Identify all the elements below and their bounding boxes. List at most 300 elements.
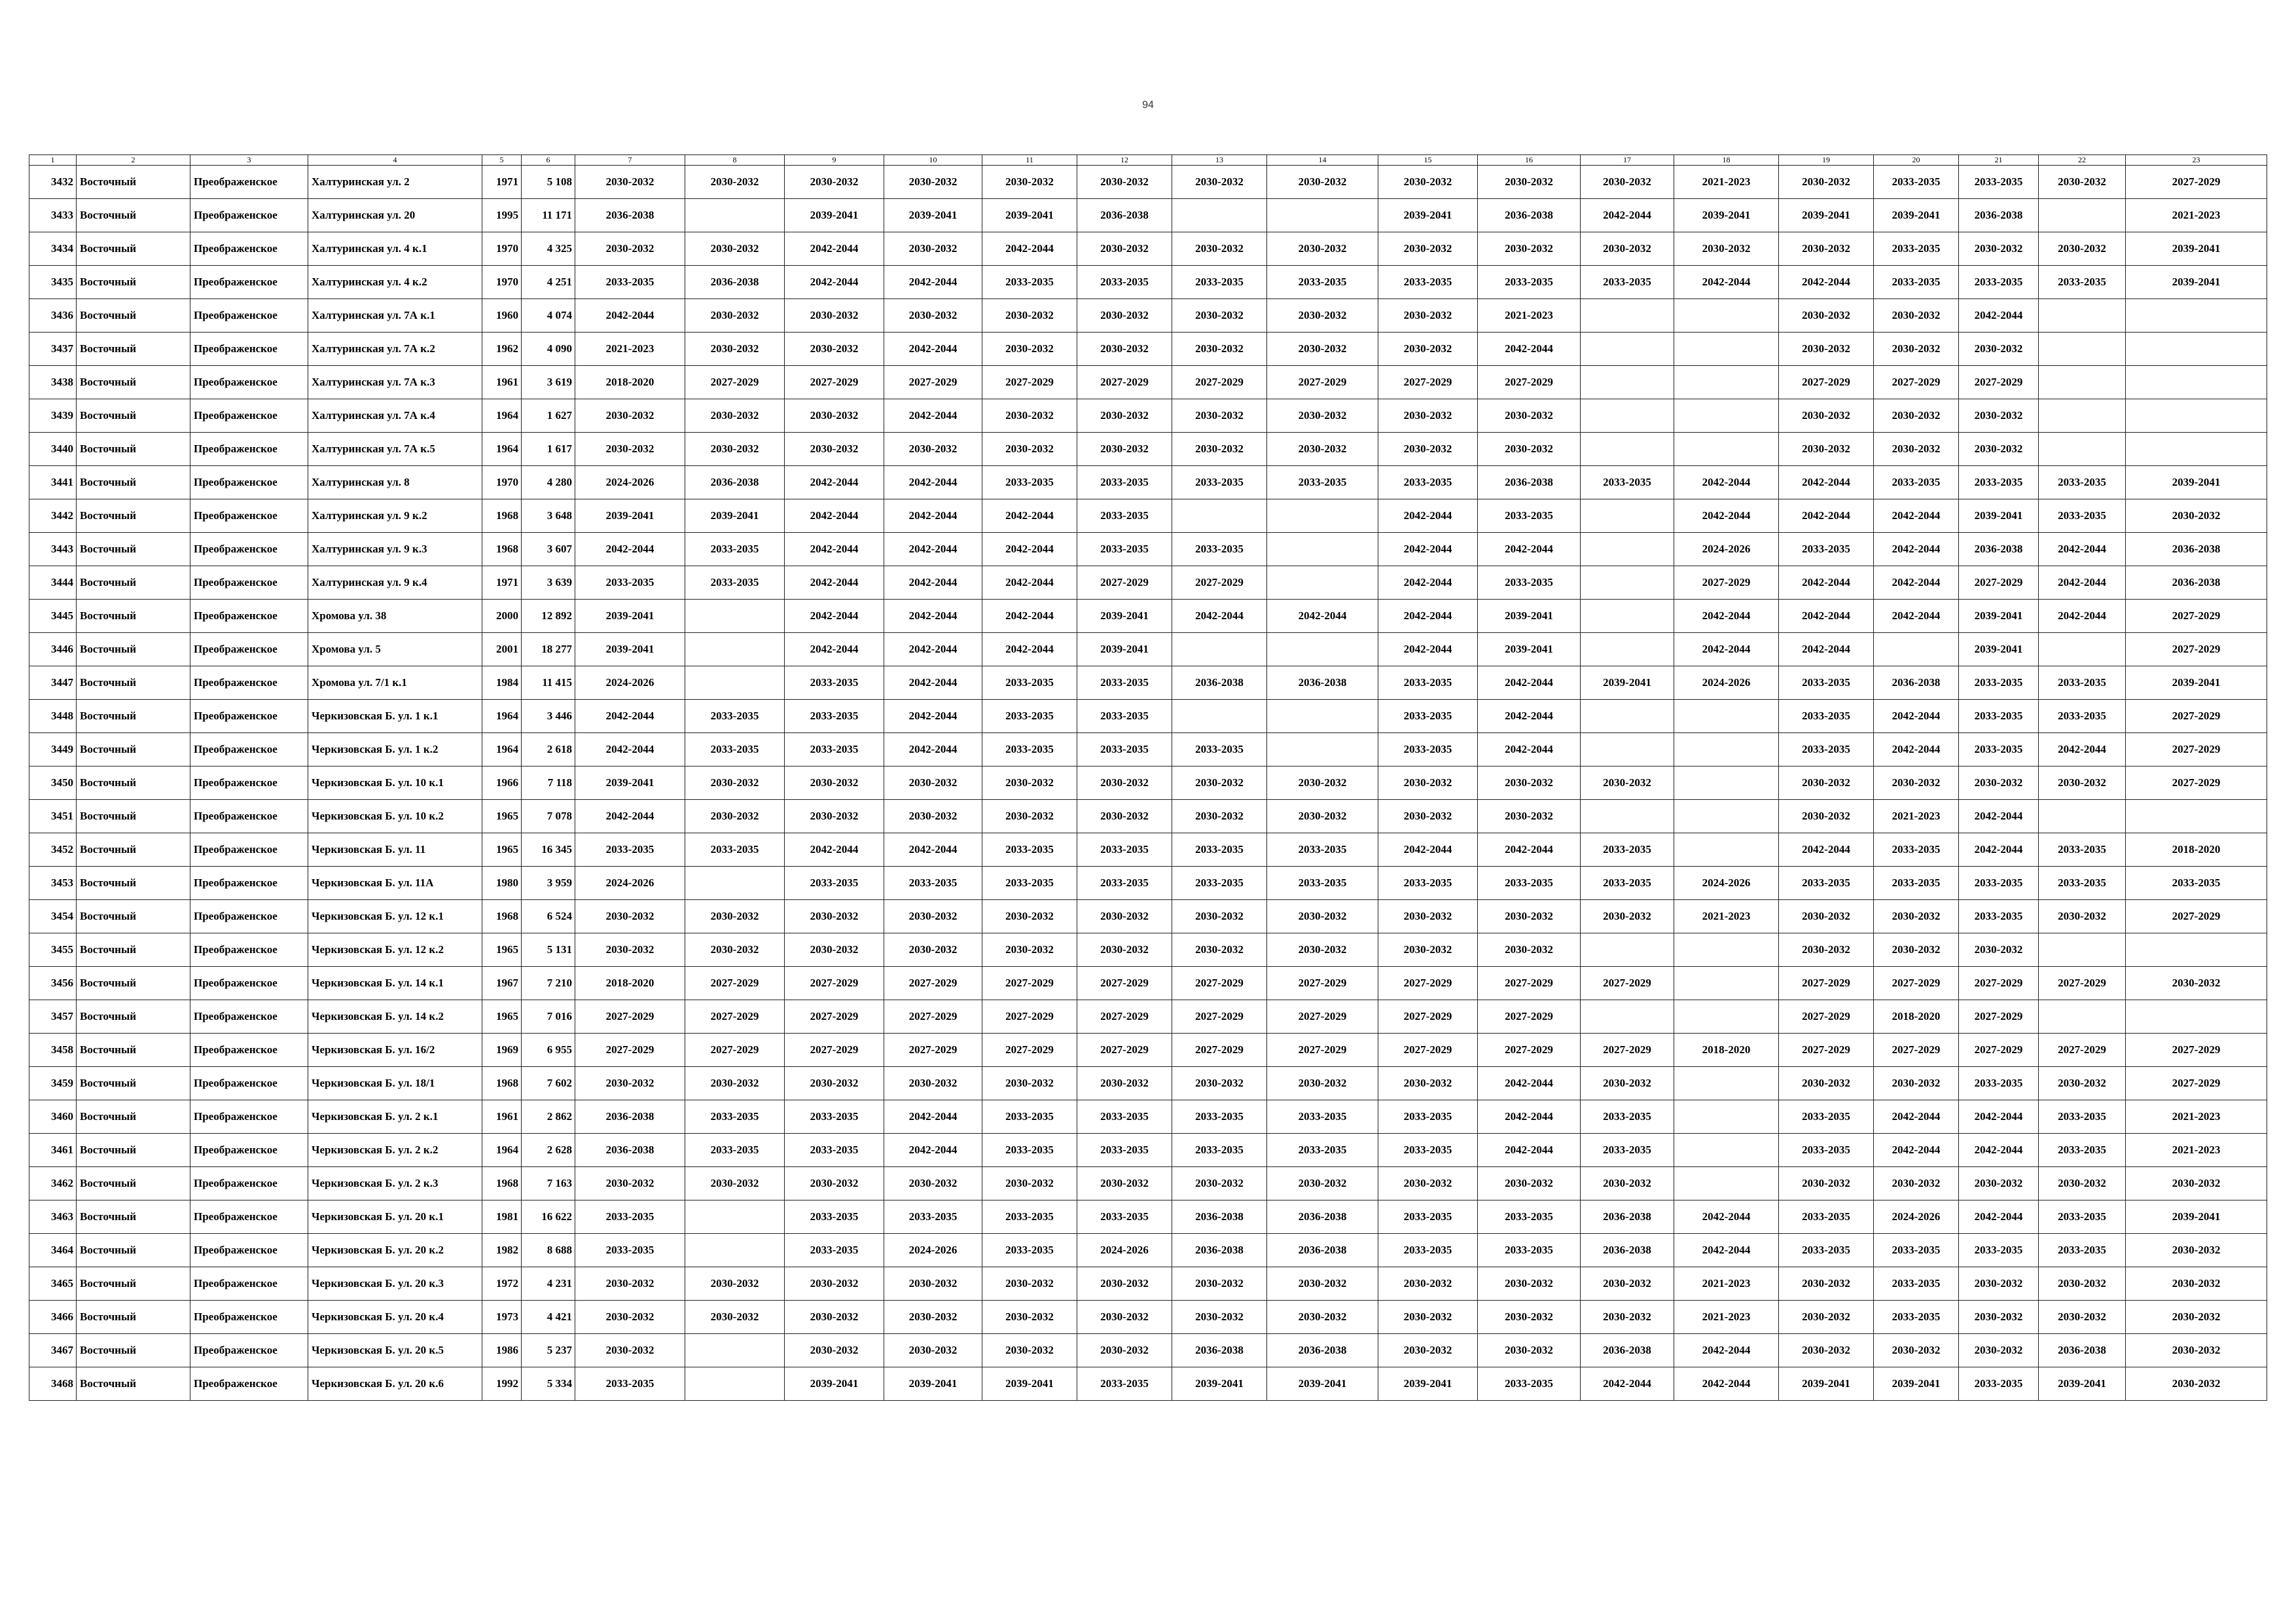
table-cell: 2042-2044 [1779,499,1874,533]
table-cell: 2030-2032 [1267,433,1378,466]
table-cell: 1968 [482,499,522,533]
table-cell: 2027-2029 [884,366,982,399]
table-cell: 2033-2035 [1959,733,2039,767]
table-cell: 2033-2035 [785,1134,884,1167]
table-cell: 2030-2032 [2126,1234,2267,1267]
column-number-cell: 16 [1478,155,1581,166]
table-cell: 1964 [482,733,522,767]
table-cell: 2033-2035 [1874,833,1959,867]
table-cell: 2033-2035 [2039,867,2126,900]
table-body [29,166,2267,1401]
table-cell: Восточный [77,333,190,366]
table-cell: 2027-2029 [575,1034,685,1067]
table-cell: 1965 [482,833,522,867]
table-cell: 2030-2032 [2126,1301,2267,1334]
table-cell: 2033-2035 [1874,466,1959,499]
table-cell: 2033-2035 [1478,1367,1581,1401]
table-cell: 2027-2029 [982,1034,1077,1067]
table-cell: 2030-2032 [1478,767,1581,800]
table-cell: 1973 [482,1301,522,1334]
column-number-cell: 7 [575,155,685,166]
table-cell: 2042-2044 [2039,566,2126,600]
table-cell: 1971 [482,566,522,600]
table-cell: 2030-2032 [1077,1267,1172,1301]
table-cell: Хромова ул. 7/1 к.1 [308,666,482,700]
table-cell: 7 602 [522,1067,575,1100]
table-cell: 2027-2029 [685,967,785,1000]
table-cell: 2027-2029 [2126,166,2267,199]
table-cell: 2036-2038 [575,1134,685,1167]
table-cell: 2042-2044 [785,232,884,266]
table-cell [685,1234,785,1267]
table-cell: 1961 [482,366,522,399]
table-cell: 2033-2035 [1874,1234,1959,1267]
table-cell: 2033-2035 [1874,1301,1959,1334]
table-cell: 2030-2032 [982,933,1077,967]
table-cell: 3434 [29,232,77,266]
table-cell: 2030-2032 [1267,767,1378,800]
table-cell: 2033-2035 [785,1234,884,1267]
table-cell: 2027-2029 [1581,967,1674,1000]
table-cell: 3449 [29,733,77,767]
table-cell: 2033-2035 [1581,1100,1674,1134]
table-cell: 2033-2035 [1874,867,1959,900]
table-cell: 2 862 [522,1100,575,1134]
table-cell [2126,1000,2267,1034]
table-cell: 2030-2032 [685,333,785,366]
table-cell: 1 617 [522,433,575,466]
table-cell: 2033-2035 [685,733,785,767]
table-cell: 7 078 [522,800,575,833]
table-cell: 3447 [29,666,77,700]
table-cell: 7 118 [522,767,575,800]
table-cell: 2030-2032 [1874,433,1959,466]
table-cell: 2033-2035 [1267,867,1378,900]
table-cell: 2033-2035 [685,700,785,733]
table-cell: 2030-2032 [1172,1167,1267,1200]
table-cell: 2033-2035 [1959,700,2039,733]
table-cell: Черкизовская Б. ул. 14 к.2 [308,1000,482,1034]
table-cell: 2030-2032 [1378,399,1478,433]
table-cell: 2030-2032 [685,1301,785,1334]
table-cell: Преображенское [190,600,308,633]
table-cell: 2042-2044 [1874,1100,1959,1134]
table-cell: 2033-2035 [1267,833,1378,867]
table-cell: 2030-2032 [1478,900,1581,933]
table-cell: 12 892 [522,600,575,633]
table-cell: 2030-2032 [1959,333,2039,366]
table-cell: 2033-2035 [1378,1234,1478,1267]
table-cell: 2033-2035 [2039,1134,2126,1167]
table-cell: 2033-2035 [1378,1200,1478,1234]
table-cell: 2030-2032 [575,399,685,433]
table-cell: 2030-2032 [1378,299,1478,333]
table-cell: 2039-2041 [1779,199,1874,232]
table-row [29,833,2267,867]
table-cell: Преображенское [190,1034,308,1067]
table-cell [1874,633,1959,666]
table-cell [1172,499,1267,533]
table-cell: 2039-2041 [1378,199,1478,232]
table-row [29,633,2267,666]
table-cell: Черкизовская Б. ул. 10 к.2 [308,800,482,833]
table-cell: 2027-2029 [884,1000,982,1034]
table-row [29,1301,2267,1334]
table-cell: 2033-2035 [1959,1367,2039,1401]
table-cell: 2027-2029 [982,967,1077,1000]
table-cell: 2042-2044 [1674,633,1779,666]
table-cell: 2039-2041 [1959,499,2039,533]
table-cell [1581,533,1674,566]
table-cell: Черкизовская Б. ул. 2 к.1 [308,1100,482,1134]
table-cell [1267,733,1378,767]
table-cell [1581,366,1674,399]
table-cell [1674,299,1779,333]
table-cell: 2033-2035 [575,1367,685,1401]
table-cell [2039,1000,2126,1034]
table-row [29,1034,2267,1067]
column-number-cell: 5 [482,155,522,166]
table-cell: 2042-2044 [1959,1134,2039,1167]
table-cell: 3452 [29,833,77,867]
table-cell: 2033-2035 [2039,1100,2126,1134]
table-cell [2039,299,2126,333]
table-cell: 3453 [29,867,77,900]
table-cell: 2027-2029 [982,1000,1077,1034]
table-cell: 2039-2041 [785,1367,884,1401]
table-cell: Преображенское [190,833,308,867]
table-cell: 2033-2035 [1172,533,1267,566]
table-cell: 2027-2029 [2039,967,2126,1000]
table-cell: 2030-2032 [1674,232,1779,266]
table-cell: 2027-2029 [1378,1034,1478,1067]
table-cell: 2036-2038 [685,266,785,299]
table-cell: 2030-2032 [1779,1267,1874,1301]
table-cell: 2030-2032 [1779,1167,1874,1200]
table-cell: 2039-2041 [1674,199,1779,232]
table-cell: 2042-2044 [982,533,1077,566]
table-cell: 2033-2035 [1779,867,1874,900]
table-cell: Преображенское [190,1067,308,1100]
table-cell: Восточный [77,700,190,733]
table-cell: 7 210 [522,967,575,1000]
table-cell: 2027-2029 [2126,700,2267,733]
table-cell: Восточный [77,833,190,867]
table-cell: 2027-2029 [1172,967,1267,1000]
table-cell: 2018-2020 [1874,1000,1959,1034]
table-cell: 2039-2041 [785,199,884,232]
table-cell: 3455 [29,933,77,967]
table-cell: 2030-2032 [1077,933,1172,967]
table-cell: 2033-2035 [1378,466,1478,499]
table-cell: 2033-2035 [1172,266,1267,299]
table-cell: 2021-2023 [1674,1301,1779,1334]
table-cell: Черкизовская Б. ул. 1 к.1 [308,700,482,733]
table-cell: Восточный [77,433,190,466]
table-cell: 2042-2044 [1779,600,1874,633]
table-cell [685,600,785,633]
table-cell: Черкизовская Б. ул. 16/2 [308,1034,482,1067]
table-cell: 16 345 [522,833,575,867]
table-cell: 4 421 [522,1301,575,1334]
table-cell [1674,933,1779,967]
table-cell: 2042-2044 [884,499,982,533]
table-cell: 2030-2032 [1077,1334,1172,1367]
table-cell: 2039-2041 [2126,232,2267,266]
table-cell: 2030-2032 [575,166,685,199]
table-cell: 1965 [482,1000,522,1034]
table-cell: 2024-2026 [1874,1200,1959,1234]
table-cell: 2030-2032 [1478,433,1581,466]
table-cell: 2042-2044 [785,466,884,499]
table-row [29,166,2267,199]
column-number-cell: 21 [1959,155,2039,166]
table-cell: 2042-2044 [1674,499,1779,533]
table-cell [2039,933,2126,967]
table-cell: 2027-2029 [1959,366,2039,399]
table-cell: 3440 [29,433,77,466]
table-cell: 2033-2035 [1077,833,1172,867]
table-cell: 2030-2032 [785,900,884,933]
table-cell: 2030-2032 [982,1301,1077,1334]
table-cell: 2033-2035 [982,266,1077,299]
table-cell: 3436 [29,299,77,333]
table-cell: 2018-2020 [575,967,685,1000]
table-cell: 2030-2032 [1267,299,1378,333]
table-cell: 2027-2029 [1478,1000,1581,1034]
table-cell: 2030-2032 [1779,232,1874,266]
table-cell: Халтуринская ул. 9 к.3 [308,533,482,566]
table-cell: 2030-2032 [1077,1067,1172,1100]
table-row [29,700,2267,733]
table-cell: 2018-2020 [1674,1034,1779,1067]
table-cell: Черкизовская Б. ул. 11А [308,867,482,900]
table-cell: 2030-2032 [575,232,685,266]
table-cell: 3444 [29,566,77,600]
table-cell: Черкизовская Б. ул. 20 к.3 [308,1267,482,1301]
table-cell: 2042-2044 [785,499,884,533]
table-cell: 2042-2044 [2039,733,2126,767]
table-cell: 2039-2041 [2126,1200,2267,1234]
table-row [29,1134,2267,1167]
table-cell: 2030-2032 [785,166,884,199]
table-cell: 2033-2035 [1378,733,1478,767]
table-cell: Восточный [77,967,190,1000]
table-cell: 2033-2035 [1874,166,1959,199]
table-cell: 2033-2035 [1478,266,1581,299]
table-cell: 2030-2032 [1959,399,2039,433]
table-cell: 2039-2041 [2126,466,2267,499]
table-cell: 2027-2029 [1874,1034,1959,1067]
table-cell: 2027-2029 [2126,1067,2267,1100]
table-cell: 2001 [482,633,522,666]
table-cell: Черкизовская Б. ул. 20 к.1 [308,1200,482,1234]
table-cell: 2030-2032 [1172,166,1267,199]
table-cell: 3448 [29,700,77,733]
table-cell: Восточный [77,366,190,399]
table-cell: 2033-2035 [575,833,685,867]
table-cell: 1 627 [522,399,575,433]
table-cell: 3456 [29,967,77,1000]
table-cell: 2030-2032 [575,1334,685,1367]
column-number-cell: 2 [77,155,190,166]
table-cell: 2042-2044 [884,633,982,666]
table-cell: 2030-2032 [1267,1301,1378,1334]
table-cell: 1960 [482,299,522,333]
table-cell: 2030-2032 [685,900,785,933]
table-cell: 2030-2032 [1077,433,1172,466]
table-cell: 2042-2044 [884,666,982,700]
table-cell: 2036-2038 [1267,666,1378,700]
table-cell: 2033-2035 [1172,1100,1267,1134]
table-cell: 2030-2032 [2126,1267,2267,1301]
table-cell: 2030-2032 [2126,1334,2267,1367]
table-cell: 2033-2035 [1779,666,1874,700]
table-cell: 1968 [482,533,522,566]
table-cell: 2033-2035 [575,1234,685,1267]
table-cell: 2030-2032 [884,299,982,333]
table-cell: 2033-2035 [1478,566,1581,600]
table-cell: Преображенское [190,499,308,533]
table-cell: 2030-2032 [1267,900,1378,933]
table-cell: 2042-2044 [785,266,884,299]
column-number-cell: 19 [1779,155,1874,166]
table-row [29,499,2267,533]
table-cell: 2033-2035 [982,867,1077,900]
table-cell: 2033-2035 [982,1134,1077,1167]
table-cell: 2033-2035 [1959,900,2039,933]
table-cell: 2021-2023 [2126,1100,2267,1134]
table-cell: 2033-2035 [1779,533,1874,566]
table-cell: 2030-2032 [575,433,685,466]
table-cell: 2042-2044 [1674,600,1779,633]
table-cell [1267,199,1378,232]
table-cell: Преображенское [190,633,308,666]
table-cell: 2030-2032 [884,1167,982,1200]
table-cell: Восточный [77,1134,190,1167]
table-cell: 2027-2029 [785,366,884,399]
table-cell: 2030-2032 [685,800,785,833]
table-cell: 3457 [29,1000,77,1034]
table-row [29,1167,2267,1200]
table-cell: 2030-2032 [1581,166,1674,199]
table-cell: 2030-2032 [1779,1067,1874,1100]
table-cell: Преображенское [190,566,308,600]
table-cell: 2030-2032 [685,232,785,266]
table-cell: 2033-2035 [1779,700,1874,733]
table-cell: 2042-2044 [785,533,884,566]
table-cell: 1964 [482,700,522,733]
table-row [29,399,2267,433]
table-cell: 2033-2035 [1267,466,1378,499]
table-cell: 2030-2032 [2039,900,2126,933]
table-cell: 2030-2032 [1959,1301,2039,1334]
table-cell: Халтуринская ул. 7А к.3 [308,366,482,399]
table-cell: 2030-2032 [1267,800,1378,833]
table-cell: Преображенское [190,1301,308,1334]
table-cell: 2030-2032 [785,399,884,433]
table-cell: 2030-2032 [1267,1167,1378,1200]
table-cell: 2030-2032 [1267,1267,1378,1301]
table-cell: 2030-2032 [1959,433,2039,466]
table-cell: 1964 [482,399,522,433]
table-cell: 2042-2044 [785,633,884,666]
table-cell: Преображенское [190,1100,308,1134]
table-cell: 2030-2032 [1779,1334,1874,1367]
table-cell: 2030-2032 [1478,1167,1581,1200]
table-cell: 4 251 [522,266,575,299]
table-row [29,566,2267,600]
table-cell: 2030-2032 [575,933,685,967]
table-cell: 2033-2035 [1077,499,1172,533]
table-cell: 2033-2035 [1077,733,1172,767]
table-cell: 2030-2032 [1959,1267,2039,1301]
table-cell: 2030-2032 [1267,399,1378,433]
table-cell: 2030-2032 [1779,900,1874,933]
table-cell: 2033-2035 [1959,867,2039,900]
table-cell: 2024-2026 [575,466,685,499]
table-cell: 2030-2032 [1172,800,1267,833]
table-cell: 2033-2035 [1478,1200,1581,1234]
table-cell [1674,767,1779,800]
table-row [29,1200,2267,1234]
table-cell: 4 325 [522,232,575,266]
table-cell: 2033-2035 [2039,1234,2126,1267]
table-cell: 2024-2026 [1674,867,1779,900]
table-cell: 2030-2032 [982,399,1077,433]
table-cell: 2024-2026 [884,1234,982,1267]
table-cell: 6 524 [522,900,575,933]
table-cell: 2030-2032 [1077,333,1172,366]
table-cell: 2042-2044 [1779,633,1874,666]
table-cell: 2042-2044 [884,600,982,633]
table-cell: 2027-2029 [1077,1034,1172,1067]
table-cell: 2030-2032 [1267,1067,1378,1100]
table-cell: 2039-2041 [884,1367,982,1401]
table-cell: 2033-2035 [1267,1134,1378,1167]
table-cell: 2030-2032 [1959,1167,2039,1200]
table-cell: 2042-2044 [785,566,884,600]
table-cell: 2030-2032 [2039,1301,2126,1334]
table-cell: 2033-2035 [785,1100,884,1134]
table-cell: 2027-2029 [2126,900,2267,933]
table-cell: 2027-2029 [1077,967,1172,1000]
table-cell [685,1367,785,1401]
table-cell: 2033-2035 [1874,266,1959,299]
column-number-cell: 13 [1172,155,1267,166]
table-cell [1674,1167,1779,1200]
table-cell: 2042-2044 [884,833,982,867]
table-cell: 2030-2032 [1581,232,1674,266]
table-cell: 2033-2035 [1478,1234,1581,1267]
table-cell: Восточный [77,867,190,900]
table-cell: 2027-2029 [1478,366,1581,399]
table-cell: 2033-2035 [1077,1200,1172,1234]
table-cell [1581,800,1674,833]
table-cell: 2033-2035 [1779,733,1874,767]
table-cell: 5 334 [522,1367,575,1401]
table-cell [1267,633,1378,666]
table-cell: 2021-2023 [2126,1134,2267,1167]
table-cell: 2030-2032 [982,1067,1077,1100]
table-cell: 2039-2041 [1077,633,1172,666]
table-cell: 2030-2032 [2039,1067,2126,1100]
table-cell: 2024-2026 [1077,1234,1172,1267]
table-cell [1267,566,1378,600]
table-cell [1674,700,1779,733]
column-number-cell: 10 [884,155,982,166]
table-cell: 1971 [482,166,522,199]
